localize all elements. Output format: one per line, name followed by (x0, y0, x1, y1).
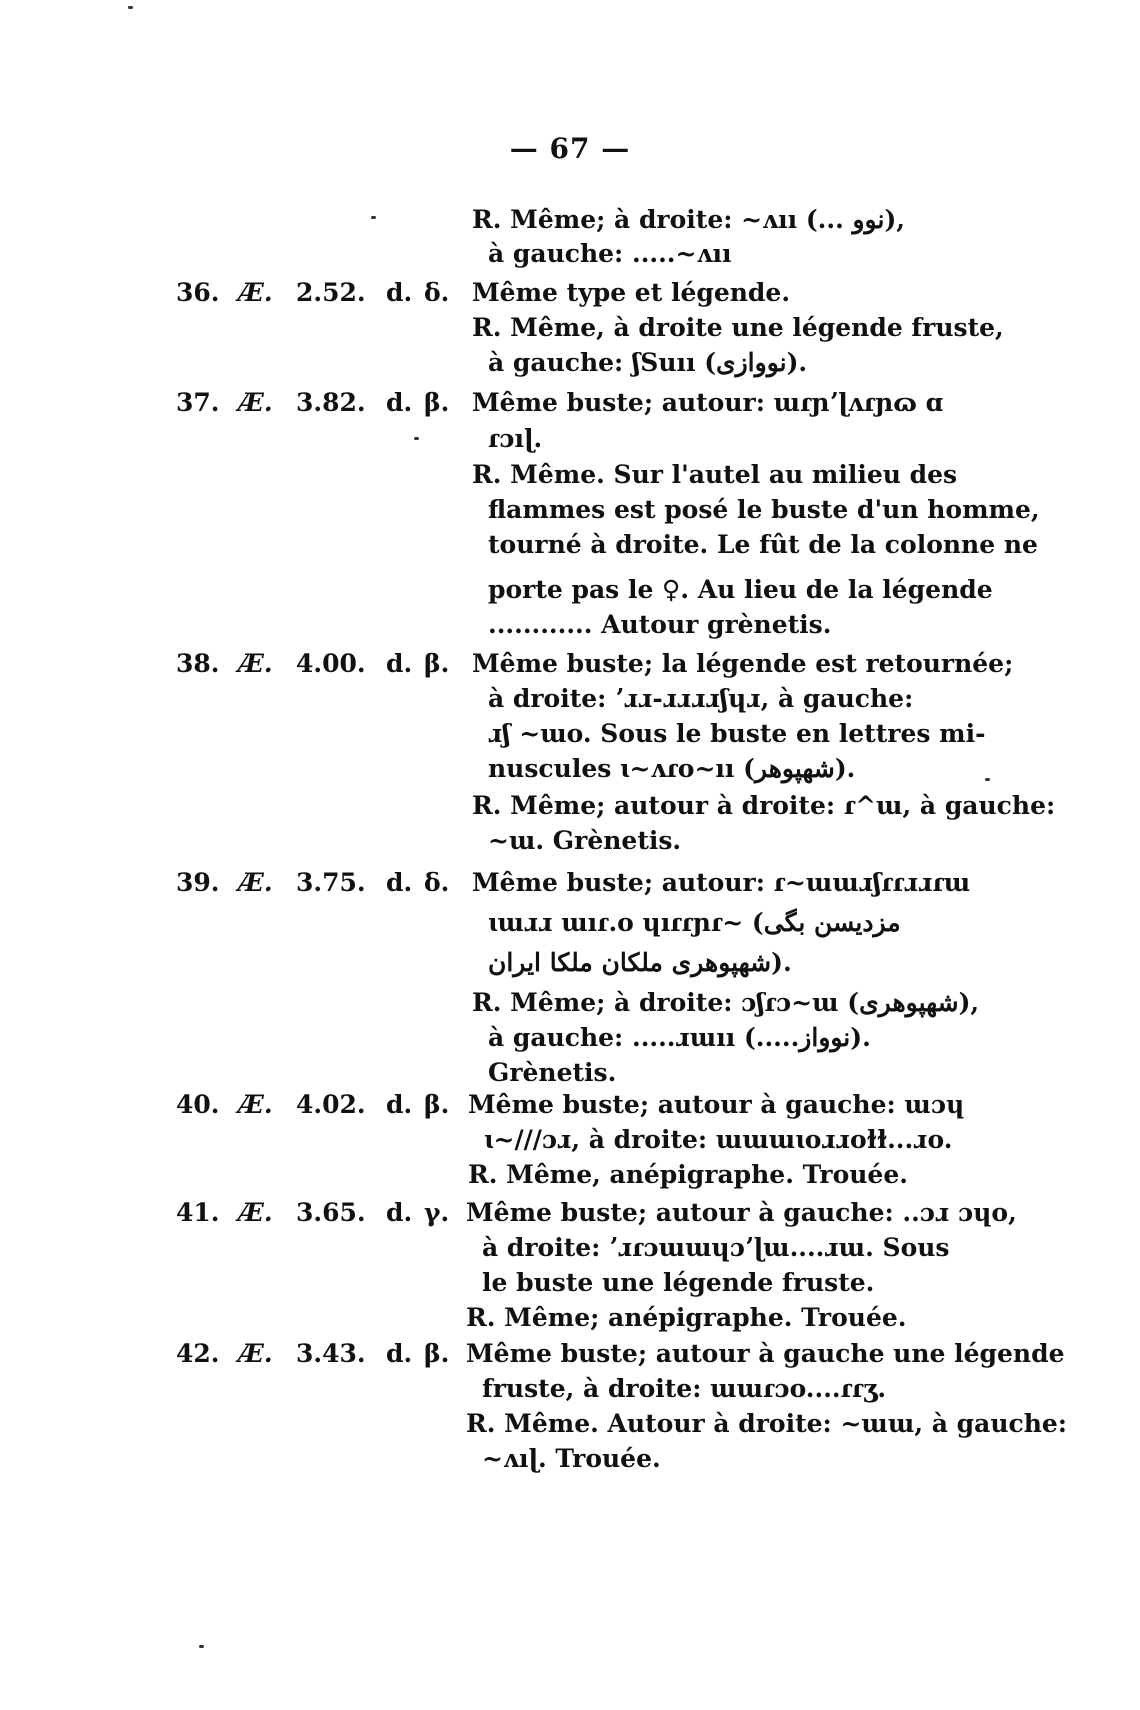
page-number: — 67 — (509, 132, 631, 165)
entry-orientation: d. (386, 1198, 413, 1227)
entry-line: شهپوهری ملکان ملکا ایران). (488, 948, 792, 977)
entry-line: à gauche: ʃSuıı (نووازی). (488, 348, 808, 377)
entry-weight: 3.82. (296, 388, 366, 417)
scan-speck (414, 437, 419, 440)
entry-line: ɩ~///ɔɹ, à droite: ɯɯɯɩoɹɹoɫɫ...ɹo. (484, 1125, 953, 1154)
entry-line: flammes est posé le buste d'un homme, (488, 495, 1040, 524)
entry-line: à droite: ʼɹɹ-ɹɹɹɹʃɥɹ, à gauche: (488, 684, 914, 713)
entry-number: 39. (176, 868, 220, 897)
entry-line: R. Même; à droite: ɔʃɾɔ~ɯ (شهپوهری), (472, 988, 980, 1017)
entry-grade: β. (424, 1339, 450, 1368)
entry-line: R. Même. Autour à droite: ~ɯɯ, à gauche: (466, 1409, 1068, 1438)
entry-weight: 4.02. (296, 1090, 366, 1119)
entry-weight: 3.75. (296, 868, 366, 897)
scan-speck (199, 1645, 204, 1648)
entry-line: ............ Autour grènetis. (488, 610, 832, 639)
entry-weight: 4.00. (296, 649, 366, 678)
entry-line: ɩɯɹɹ ɯıɾ.o ɥıɾɾɲɾ~ (مزدیسن بگی (488, 908, 901, 937)
entry-line: ~ʌıɭ. Trouée. (482, 1444, 661, 1473)
entry-metal: Æ. (238, 1090, 273, 1119)
entry-line: à gauche: .....~ʌıı (488, 239, 732, 268)
scan-speck (128, 6, 133, 9)
entry-metal: Æ. (238, 278, 273, 307)
entry-line: R. Même. Sur l'autel au milieu des (472, 460, 958, 489)
entry-orientation: d. (386, 278, 413, 307)
entry-line: ɹʃ ~ɯo. Sous le buste en lettres mi- (488, 719, 986, 748)
entry-orientation: d. (386, 388, 413, 417)
entry-line: R. Même, anépigraphe. Trouée. (468, 1160, 908, 1189)
entry-line: Grènetis. (488, 1058, 617, 1087)
entry-line: Même buste; autour: ɾ~ɯɯɹʃɾɾɹɹɾɯ (472, 868, 971, 897)
entry-grade: β. (424, 649, 450, 678)
entry-grade: β. (424, 1090, 450, 1119)
entry-line: R. Même; autour à droite: ɾ^ɯ, à gauche: (472, 791, 1056, 820)
entry-line: R. Même; anépigraphe. Trouée. (466, 1303, 907, 1332)
entry-line: tourné à droite. Le fût de la colonne ne (488, 530, 1038, 559)
entry-weight: 3.43. (296, 1339, 366, 1368)
entry-line: porte pas le ♀. Au lieu de la légende (488, 575, 993, 604)
entry-line: le buste une légende fruste. (482, 1268, 875, 1297)
entry-line: Même buste; autour à gauche une légende (466, 1339, 1065, 1368)
entry-grade: β. (424, 388, 450, 417)
entry-line: nuscules ɩ~ʌɾo~ıı (شهپوهر). (488, 754, 856, 783)
entry-line: R. Même; à droite: ~ʌıı (... نوو), (472, 205, 905, 234)
entry-line: à droite: ʼɹɾɔɯɯɥɔʼɭɯ....ɹɯ. Sous (482, 1233, 950, 1262)
entry-metal: Æ. (238, 388, 273, 417)
entry-number: 38. (176, 649, 220, 678)
entry-orientation: d. (386, 1339, 413, 1368)
entry-line: Même buste; la légende est retournée; (472, 649, 1014, 678)
entry-orientation: d. (386, 868, 413, 897)
entry-metal: Æ. (238, 1198, 273, 1227)
entry-weight: 2.52. (296, 278, 366, 307)
entry-line: fruste, à droite: ɯɯɾɔo....ɾɾʒ. (482, 1374, 887, 1403)
entry-number: 42. (176, 1339, 220, 1368)
entry-number: 36. (176, 278, 220, 307)
entry-line: Même buste; autour à gauche: ..ɔɹ ɔɥo, (466, 1198, 1017, 1227)
entry-grade: γ. (424, 1198, 450, 1227)
scan-speck (985, 778, 990, 781)
entry-line: R. Même, à droite une légende fruste, (472, 313, 1004, 342)
entry-line: Même buste; autour: ɯɾɲʼɭʌɾɲɷ ɑ (472, 388, 944, 417)
entry-metal: Æ. (238, 868, 273, 897)
entry-line: Même buste; autour à gauche: ɯɔɥ (468, 1090, 965, 1119)
entry-line: à gauche: .....ɹɯıı (.....نوواز). (488, 1023, 871, 1052)
entry-weight: 3.65. (296, 1198, 366, 1227)
entry-grade: δ. (424, 868, 450, 897)
entry-line: ɾɔıɭ. (488, 424, 543, 453)
entry-number: 41. (176, 1198, 220, 1227)
entry-number: 37. (176, 388, 220, 417)
entry-metal: Æ. (238, 649, 273, 678)
scan-speck (371, 216, 376, 219)
entry-metal: Æ. (238, 1339, 273, 1368)
entry-orientation: d. (386, 1090, 413, 1119)
entry-orientation: d. (386, 649, 413, 678)
entry-line: ~ɯ. Grènetis. (488, 826, 682, 855)
entry-number: 40. (176, 1090, 220, 1119)
entry-grade: δ. (424, 278, 450, 307)
entry-line: Même type et légende. (472, 278, 791, 307)
